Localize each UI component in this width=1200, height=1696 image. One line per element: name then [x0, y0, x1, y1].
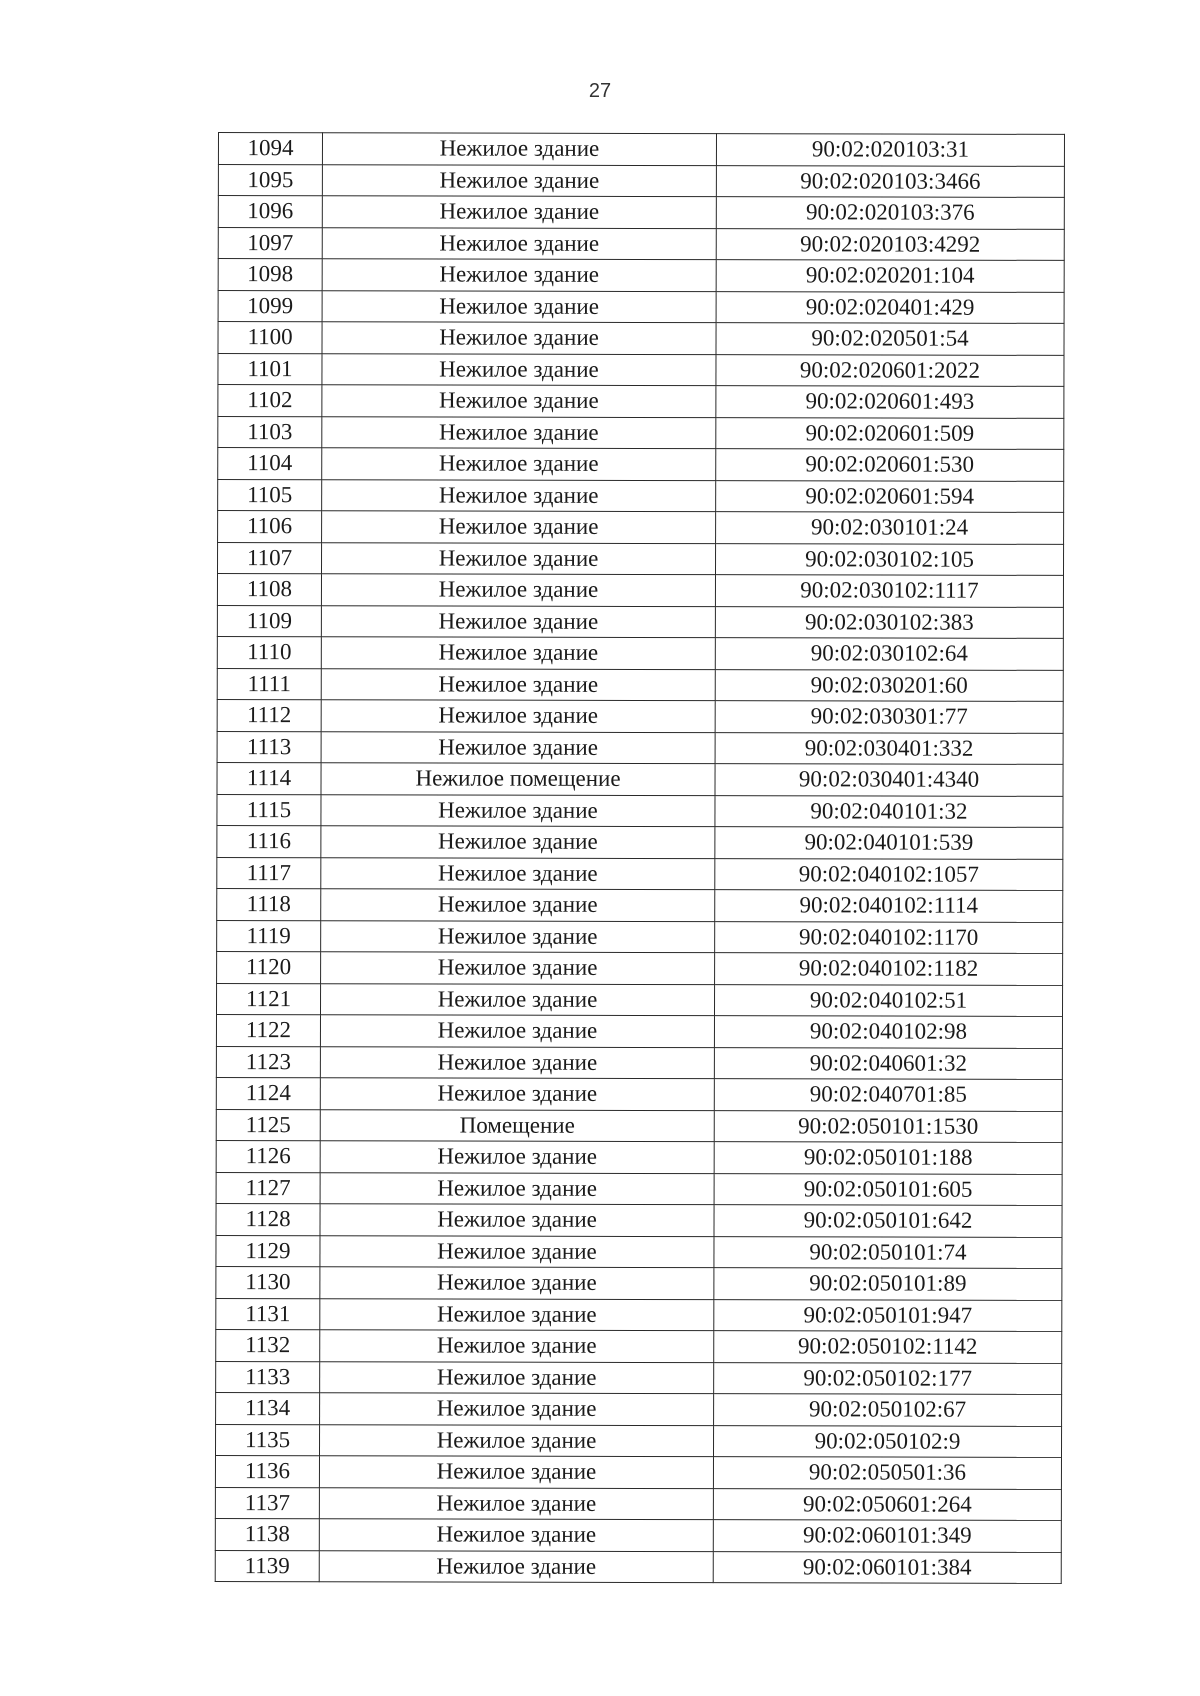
table-row	[216, 1266, 1062, 1299]
table-row	[217, 920, 1063, 953]
table-row	[216, 983, 1062, 1016]
table-row	[216, 1172, 1062, 1205]
row-number-cell: 1102	[218, 385, 322, 417]
cadastral-number-cell: 90:02:050501:36	[713, 1457, 1061, 1489]
table-row	[218, 322, 1064, 355]
object-name-cell: Нежилое здание	[320, 1046, 714, 1078]
table-row	[217, 668, 1063, 701]
cadastral-number-cell: 90:02:050101:947	[714, 1299, 1062, 1331]
object-name-cell: Нежилое здание	[320, 1172, 714, 1204]
row-number-cell: 1096	[218, 196, 322, 228]
row-number-cell: 1114	[217, 762, 321, 794]
table-row	[218, 227, 1064, 260]
table-row	[218, 133, 1064, 166]
table-row	[217, 605, 1063, 638]
row-number-cell: 1126	[216, 1140, 320, 1172]
cadastral-number-cell: 90:02:060101:349	[713, 1520, 1061, 1552]
table-row	[218, 196, 1064, 229]
object-name-cell: Нежилое здание	[321, 857, 715, 889]
object-name-cell: Нежилое здание	[321, 731, 715, 763]
row-number-cell: 1117	[217, 857, 321, 889]
row-number-cell: 1118	[217, 888, 321, 920]
object-name-cell: Нежилое здание	[321, 542, 715, 574]
cadastral-number-cell: 90:02:020401:429	[716, 291, 1064, 323]
object-name-cell: Нежилое здание	[320, 1235, 714, 1267]
object-name-cell: Нежилое здание	[320, 1330, 714, 1362]
table-row	[218, 385, 1064, 418]
table-row	[216, 1235, 1062, 1268]
table-row	[218, 479, 1064, 512]
table-row	[216, 1077, 1062, 1110]
row-number-cell: 1135	[215, 1424, 319, 1456]
object-name-cell: Помещение	[320, 1109, 714, 1141]
row-number-cell: 1138	[215, 1518, 319, 1550]
cadastral-number-cell: 90:02:030401:332	[715, 732, 1063, 764]
object-name-cell: Нежилое здание	[322, 164, 716, 196]
cadastral-number-cell: 90:02:050102:67	[714, 1394, 1062, 1426]
row-number-cell: 1107	[217, 542, 321, 574]
cadastral-number-cell: 90:02:040601:32	[714, 1047, 1062, 1079]
row-number-cell: 1106	[218, 511, 322, 543]
object-name-cell: Нежилое здание	[320, 1141, 714, 1173]
object-name-cell: Нежилое здание	[320, 983, 714, 1015]
row-number-cell: 1124	[216, 1077, 320, 1109]
row-number-cell: 1123	[216, 1046, 320, 1078]
cadastral-number-cell: 90:02:020501:54	[716, 323, 1064, 355]
object-name-cell: Нежилое здание	[322, 353, 716, 385]
cadastral-number-cell: 90:02:050102:9	[713, 1425, 1061, 1457]
row-number-cell: 1137	[215, 1487, 319, 1519]
row-number-cell: 1139	[215, 1550, 319, 1582]
row-number-cell: 1101	[218, 353, 322, 385]
object-name-cell: Нежилое здание	[322, 227, 716, 259]
object-name-cell: Нежилое здание	[322, 322, 716, 354]
object-name-cell: Нежилое здание	[321, 889, 715, 921]
object-name-cell: Нежилое здание	[322, 448, 716, 480]
row-number-cell: 1113	[217, 731, 321, 763]
row-number-cell: 1111	[217, 668, 321, 700]
cadastral-number-cell: 90:02:030102:105	[715, 543, 1063, 575]
row-number-cell: 1128	[216, 1203, 320, 1235]
row-number-cell: 1103	[218, 416, 322, 448]
object-name-cell: Нежилое здание	[320, 1361, 714, 1393]
object-name-cell: Нежилое здание	[322, 385, 716, 417]
row-number-cell: 1121	[216, 983, 320, 1015]
object-name-cell: Нежилое здание	[321, 794, 715, 826]
table-row	[217, 699, 1063, 732]
object-name-cell: Нежилое здание	[322, 511, 716, 543]
property-table	[215, 132, 1065, 1584]
object-name-cell: Нежилое здание	[322, 416, 716, 448]
cadastral-number-cell: 90:02:050102:1142	[714, 1331, 1062, 1363]
cadastral-number-cell: 90:02:020103:31	[716, 134, 1064, 166]
cadastral-number-cell: 90:02:050101:89	[714, 1268, 1062, 1300]
row-number-cell: 1100	[218, 322, 322, 354]
object-name-cell: Нежилое здание	[319, 1487, 713, 1519]
object-name-cell: Нежилое здание	[319, 1550, 713, 1582]
cadastral-number-cell: 90:02:040102:1170	[715, 921, 1063, 953]
cadastral-number-cell: 90:02:050101:1530	[714, 1110, 1062, 1142]
table-row	[217, 794, 1063, 827]
object-name-cell: Нежилое здание	[321, 700, 715, 732]
cadastral-number-cell: 90:02:040701:85	[714, 1079, 1062, 1111]
table-row	[215, 1487, 1061, 1520]
table-row	[218, 416, 1064, 449]
cadastral-number-cell: 90:02:030102:64	[715, 638, 1063, 670]
cadastral-number-cell: 90:02:050102:177	[714, 1362, 1062, 1394]
table-row	[216, 1109, 1062, 1142]
table-row	[217, 825, 1063, 858]
object-name-cell: Нежилое здание	[322, 479, 716, 511]
cadastral-number-cell: 90:02:020201:104	[716, 260, 1064, 292]
table-row	[217, 542, 1063, 575]
object-name-cell: Нежилое здание	[321, 920, 715, 952]
object-name-cell: Нежилое здание	[322, 259, 716, 291]
table-row	[215, 1518, 1061, 1551]
cadastral-number-cell: 90:02:050101:642	[714, 1205, 1062, 1237]
table-row	[215, 1550, 1061, 1583]
row-number-cell: 1095	[218, 164, 322, 196]
table-row	[218, 353, 1064, 386]
row-number-cell: 1127	[216, 1172, 320, 1204]
cadastral-number-cell: 90:02:030102:383	[715, 606, 1063, 638]
row-number-cell: 1110	[217, 636, 321, 668]
row-number-cell: 1125	[216, 1109, 320, 1141]
cadastral-number-cell: 90:02:020601:2022	[716, 354, 1064, 386]
object-name-cell: Нежилое здание	[320, 1393, 714, 1425]
object-name-cell: Нежилое здание	[320, 1015, 714, 1047]
row-number-cell: 1122	[216, 1014, 320, 1046]
cadastral-number-cell: 90:02:040102:1057	[715, 858, 1063, 890]
object-name-cell: Нежилое здание	[321, 952, 715, 984]
cadastral-number-cell: 90:02:020601:530	[716, 449, 1064, 481]
table-row	[217, 731, 1063, 764]
row-number-cell: 1136	[215, 1455, 319, 1487]
table-row	[217, 951, 1063, 984]
row-number-cell: 1119	[217, 920, 321, 952]
object-name-cell: Нежилое здание	[322, 196, 716, 228]
object-name-cell: Нежилое здание	[322, 133, 716, 165]
object-name-cell: Нежилое здание	[321, 574, 715, 606]
table-row	[218, 290, 1064, 323]
object-name-cell: Нежилое здание	[320, 1204, 714, 1236]
cadastral-number-cell: 90:02:020103:4292	[716, 228, 1064, 260]
table-row	[217, 762, 1063, 795]
table-row	[218, 164, 1064, 197]
cadastral-number-cell: 90:02:040102:1182	[715, 953, 1063, 985]
table-row	[216, 1298, 1062, 1331]
table-row	[217, 888, 1063, 921]
row-number-cell: 1115	[217, 794, 321, 826]
object-name-cell: Нежилое здание	[319, 1424, 713, 1456]
table-row	[218, 448, 1064, 481]
table-row	[216, 1046, 1062, 1079]
object-name-cell: Нежилое здание	[321, 668, 715, 700]
row-number-cell: 1105	[218, 479, 322, 511]
cadastral-number-cell: 90:02:040102:98	[714, 1016, 1062, 1048]
cadastral-number-cell: 90:02:060101:384	[713, 1551, 1061, 1583]
table-row	[217, 636, 1063, 669]
property-table-body	[215, 133, 1064, 1584]
row-number-cell: 1104	[218, 448, 322, 480]
row-number-cell: 1130	[216, 1266, 320, 1298]
cadastral-number-cell: 90:02:030301:77	[715, 701, 1063, 733]
cadastral-number-cell: 90:02:020601:594	[716, 480, 1064, 512]
table-row	[218, 511, 1064, 544]
page-number: 27	[588, 80, 612, 102]
cadastral-number-cell: 90:02:030201:60	[715, 669, 1063, 701]
object-name-cell: Нежилое здание	[319, 1456, 713, 1488]
cadastral-number-cell: 90:02:040101:539	[715, 827, 1063, 859]
cadastral-number-cell: 90:02:050101:605	[714, 1173, 1062, 1205]
cadastral-number-cell: 90:02:020601:493	[716, 386, 1064, 418]
object-name-cell: Нежилое здание	[321, 826, 715, 858]
cadastral-number-cell: 90:02:020103:376	[716, 197, 1064, 229]
object-name-cell: Нежилое здание	[321, 637, 715, 669]
table-row	[217, 574, 1063, 607]
row-number-cell: 1098	[218, 259, 322, 291]
row-number-cell: 1116	[217, 825, 321, 857]
object-name-cell: Нежилое здание	[320, 1298, 714, 1330]
cadastral-number-cell: 90:02:040102:51	[714, 984, 1062, 1016]
object-name-cell: Нежилое здание	[322, 290, 716, 322]
table-row	[218, 259, 1064, 292]
cadastral-number-cell: 90:02:050101:188	[714, 1142, 1062, 1174]
cadastral-number-cell: 90:02:030401:4340	[715, 764, 1063, 796]
row-number-cell: 1132	[216, 1329, 320, 1361]
table-row	[217, 857, 1063, 890]
row-number-cell: 1094	[218, 133, 322, 165]
row-number-cell: 1120	[217, 951, 321, 983]
table-row	[216, 1329, 1062, 1362]
row-number-cell: 1099	[218, 290, 322, 322]
object-name-cell: Нежилое здание	[319, 1519, 713, 1551]
row-number-cell: 1108	[217, 574, 321, 606]
table-row	[215, 1455, 1061, 1488]
object-name-cell: Нежилое помещение	[321, 763, 715, 795]
cadastral-number-cell: 90:02:050101:74	[714, 1236, 1062, 1268]
row-number-cell: 1112	[217, 699, 321, 731]
row-number-cell: 1129	[216, 1235, 320, 1267]
table-row	[216, 1361, 1062, 1394]
table-row	[216, 1140, 1062, 1173]
table-row	[216, 1392, 1062, 1425]
cadastral-number-cell: 90:02:020601:509	[716, 417, 1064, 449]
table-row	[215, 1424, 1061, 1457]
object-name-cell: Нежилое здание	[320, 1267, 714, 1299]
cadastral-number-cell: 90:02:030101:24	[716, 512, 1064, 544]
row-number-cell: 1109	[217, 605, 321, 637]
cadastral-number-cell: 90:02:020103:3466	[716, 165, 1064, 197]
object-name-cell: Нежилое здание	[320, 1078, 714, 1110]
cadastral-number-cell: 90:02:040102:1114	[715, 890, 1063, 922]
row-number-cell: 1134	[216, 1392, 320, 1424]
table-row	[216, 1203, 1062, 1236]
object-name-cell: Нежилое здание	[321, 605, 715, 637]
row-number-cell: 1131	[216, 1298, 320, 1330]
cadastral-number-cell: 90:02:050601:264	[713, 1488, 1061, 1520]
cadastral-number-cell: 90:02:040101:32	[715, 795, 1063, 827]
row-number-cell: 1133	[216, 1361, 320, 1393]
row-number-cell: 1097	[218, 227, 322, 259]
table-row	[216, 1014, 1062, 1047]
cadastral-number-cell: 90:02:030102:1117	[715, 575, 1063, 607]
